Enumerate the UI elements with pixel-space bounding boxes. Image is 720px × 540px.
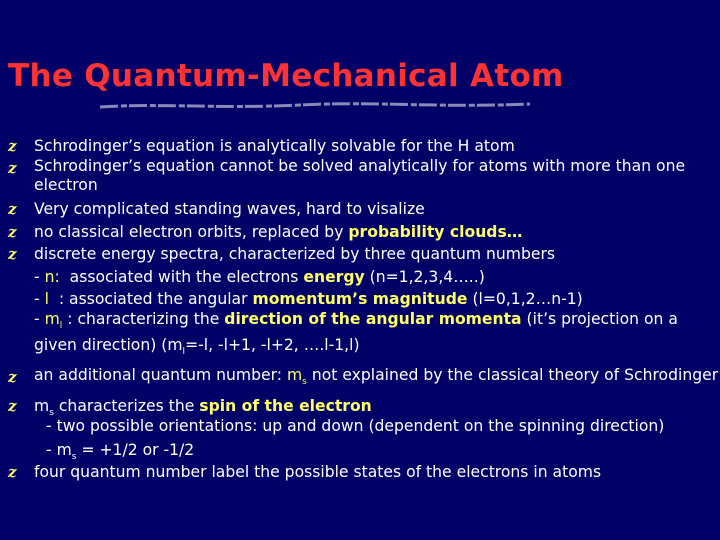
text-segment: (it’s projection on a given direction) (m: [34, 310, 678, 355]
text-segment: an additional quantum number:: [34, 365, 287, 384]
bullet-item: [8, 135, 720, 157]
bullet-list: [8, 135, 720, 484]
highlight-term: probability clouds…: [348, 222, 523, 241]
bullet-icon: z: [8, 200, 17, 219]
bullet-text: four quantum number label the possible states of the electrons in atoms: [34, 463, 602, 482]
symbol-letter: m: [286, 365, 303, 384]
subscript: l: [182, 347, 186, 358]
bullet-icon: z: [8, 463, 17, 482]
bullet-text: Schrodinger’s equation cannot be solved analytically for atoms with more than one electron: [34, 157, 686, 195]
sub-item: [8, 417, 720, 439]
quantum-symbol: [44, 310, 63, 332]
bullet-icon: z: [8, 396, 17, 415]
highlight-term: direction of the angular momenta: [224, 310, 522, 329]
bullet-text: Schrodinger’s equation is analytically solvable for the H atom: [34, 137, 515, 155]
bullet-icon: z: [8, 137, 17, 155]
text-segment: not explained by the classical theory of Schrodinger: [306, 365, 719, 384]
text-segment: no classical electron orbits, replaced by: [34, 222, 349, 241]
sub-item: [8, 288, 720, 310]
text-segment: - m: [46, 441, 72, 460]
text-segment: (l=0,1,2…n-1): [467, 289, 583, 308]
bullet-icon: z: [8, 159, 17, 178]
text-segment: =-l, -l+1, -l+2, ….l-1,l): [185, 336, 360, 355]
bullet-item: [8, 198, 720, 220]
bullet-item: [8, 395, 720, 417]
sub-item: [8, 310, 720, 365]
bullet-icon: z: [8, 222, 17, 241]
symbol-letter: m: [44, 310, 60, 329]
bullet-icon: z: [8, 367, 17, 386]
sub-item-text: [8, 310, 720, 365]
sub-item: [8, 439, 720, 461]
quantum-symbol: [286, 365, 307, 387]
sub-item: [8, 266, 720, 288]
quantum-symbol: l: [44, 289, 49, 308]
text-segment: characterizes the: [53, 396, 200, 415]
symbol-letter: m: [34, 396, 50, 415]
quantum-symbol: n:: [44, 267, 60, 286]
text-segment: associated with the electrons: [59, 267, 304, 286]
slide-title: The Quantum-Mechanical Atom: [8, 58, 564, 94]
text-segment: : associated the angular: [48, 289, 253, 308]
highlight-term: energy: [303, 267, 365, 286]
dash: -: [34, 310, 45, 329]
title-underline-decoration: [100, 102, 530, 110]
bullet-icon: z: [8, 245, 17, 264]
bullet-item: [8, 157, 720, 198]
sub-item-text: [8, 266, 720, 288]
text-segment: (n=1,2,3,4…..): [364, 267, 485, 286]
bullet-item: [8, 366, 720, 395]
bullet-item: [8, 461, 720, 483]
symbol-subscript: s: [49, 407, 54, 418]
bullet-text: [8, 366, 720, 395]
bullet-item: [8, 243, 720, 265]
symbol-subscript: s: [302, 376, 307, 387]
bullet-item: [8, 221, 720, 243]
subscript: s: [71, 452, 77, 463]
bullet-text: Very complicated standing waves, hard to visalize: [34, 200, 425, 219]
sub-item-text: - two possible orientations: up and down (dependent on the spinning direction): [46, 417, 665, 436]
sub-item-text: [8, 288, 720, 310]
dash: -: [34, 289, 45, 308]
highlight-term: spin of the electron: [199, 396, 372, 415]
text-segment: : characterizing the: [62, 310, 225, 329]
symbol-subscript: l: [59, 321, 63, 332]
dash: -: [34, 267, 45, 286]
highlight-term: momentum’s magnitude: [252, 289, 468, 308]
bullet-text: discrete energy spectra, characterized by three quantum numbers: [34, 245, 556, 264]
bullet-text: [8, 221, 720, 243]
text-segment: = +1/2 or -1/2: [76, 441, 195, 460]
